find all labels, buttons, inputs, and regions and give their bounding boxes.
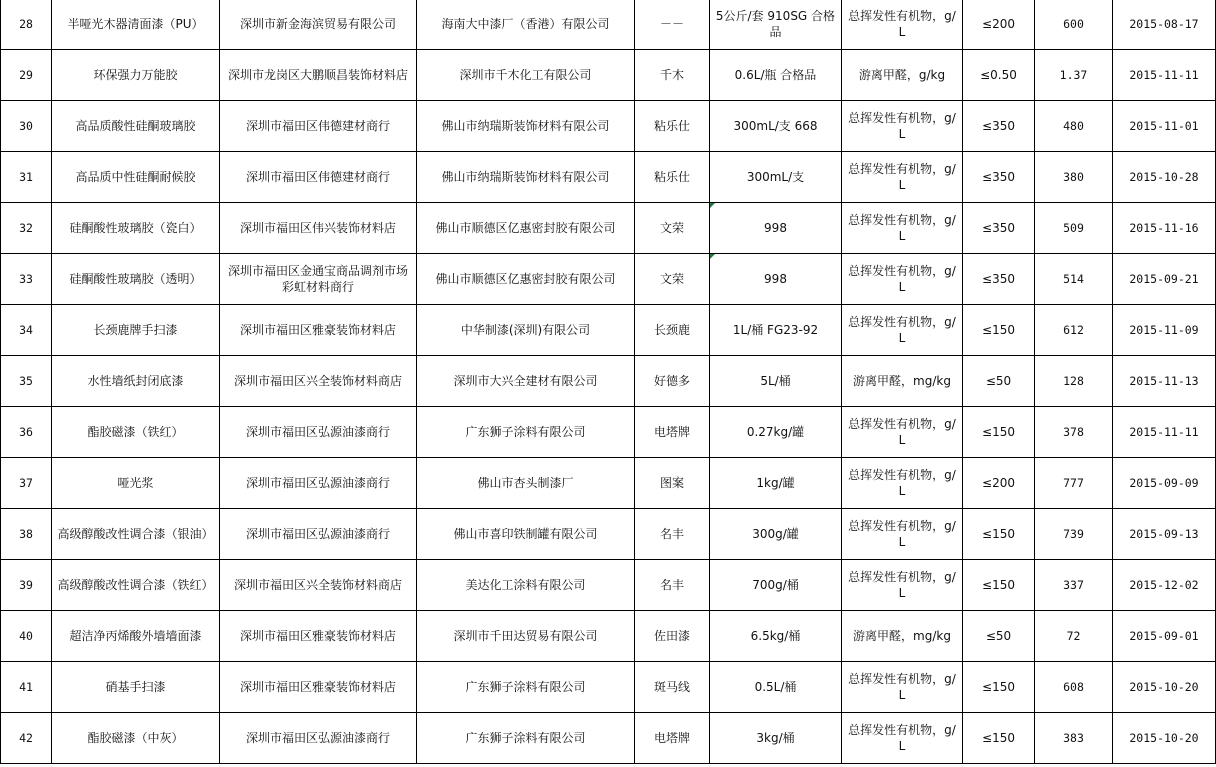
production-date-cell[interactable]: 2015-10-20 xyxy=(1113,662,1216,713)
row-number-cell[interactable]: 29 xyxy=(1,50,52,101)
table-row[interactable] xyxy=(1,560,1216,611)
product-name-cell[interactable]: 硅酮酸性玻璃胶（透明） xyxy=(52,254,220,305)
production-date-cell[interactable]: 2015-09-09 xyxy=(1113,458,1216,509)
spec-cell[interactable]: 0.5L/桶 xyxy=(710,662,842,713)
seller-cell[interactable]: 深圳市龙岗区大鹏顺昌装饰材料店 xyxy=(220,50,417,101)
measured-value-cell[interactable]: 383 xyxy=(1035,713,1113,764)
table-row[interactable] xyxy=(1,458,1216,509)
brand-cell[interactable]: 佐田漆 xyxy=(635,611,710,662)
test-item-cell[interactable]: 总挥发性有机物，g/L xyxy=(842,713,963,764)
row-number-cell[interactable]: 38 xyxy=(1,509,52,560)
brand-cell[interactable]: 粘乐仕 xyxy=(635,101,710,152)
table-row[interactable] xyxy=(1,713,1216,764)
row-number-cell[interactable]: 37 xyxy=(1,458,52,509)
product-name-cell[interactable]: 水性墙纸封闭底漆 xyxy=(52,356,220,407)
brand-cell[interactable]: 名丰 xyxy=(635,560,710,611)
measured-value-cell[interactable]: 777 xyxy=(1035,458,1113,509)
seller-cell[interactable]: 深圳市福田区雅豪装饰材料店 xyxy=(220,305,417,356)
production-date-cell[interactable]: 2015-11-13 xyxy=(1113,356,1216,407)
production-date-cell[interactable]: 2015-12-02 xyxy=(1113,560,1216,611)
test-item-cell[interactable]: 游离甲醛，mg/kg xyxy=(842,356,963,407)
manufacturer-cell[interactable]: 佛山市纳瑞斯装饰材料有限公司 xyxy=(417,101,635,152)
table-row[interactable] xyxy=(1,0,1216,50)
test-item-cell[interactable]: 总挥发性有机物，g/L xyxy=(842,254,963,305)
seller-cell[interactable]: 深圳市福田区伟兴装饰材料店 xyxy=(220,203,417,254)
spec-cell[interactable]: 0.6L/瓶 合格品 xyxy=(710,50,842,101)
seller-cell[interactable]: 深圳市福田区弘源油漆商行 xyxy=(220,509,417,560)
spec-cell[interactable]: 998 xyxy=(710,254,842,305)
product-name-cell[interactable]: 高品质酸性硅酮玻璃胶 xyxy=(52,101,220,152)
brand-cell[interactable]: 文荣 xyxy=(635,203,710,254)
manufacturer-cell[interactable]: 佛山市顺德区亿惠密封胶有限公司 xyxy=(417,203,635,254)
seller-cell[interactable]: 深圳市福田区兴全装饰材料商店 xyxy=(220,356,417,407)
production-date-cell[interactable]: 2015-11-01 xyxy=(1113,101,1216,152)
brand-cell[interactable]: 好德多 xyxy=(635,356,710,407)
row-number-cell[interactable]: 28 xyxy=(1,0,52,50)
spec-cell[interactable]: 300mL/支 668 xyxy=(710,101,842,152)
production-date-cell[interactable]: 2015-11-11 xyxy=(1113,407,1216,458)
row-number-cell[interactable]: 34 xyxy=(1,305,52,356)
product-name-cell[interactable]: 高级醇酸改性调合漆（铁红） xyxy=(52,560,220,611)
test-item-cell[interactable]: 游离甲醛，mg/kg xyxy=(842,611,963,662)
test-item-cell[interactable]: 总挥发性有机物，g/L xyxy=(842,203,963,254)
measured-value-cell[interactable]: 600 xyxy=(1035,0,1113,50)
test-item-cell[interactable]: 总挥发性有机物，g/L xyxy=(842,0,963,50)
spec-cell[interactable]: 6.5kg/桶 xyxy=(710,611,842,662)
manufacturer-cell[interactable]: 美达化工涂料有限公司 xyxy=(417,560,635,611)
brand-cell[interactable]: 千木 xyxy=(635,50,710,101)
measured-value-cell[interactable]: 72 xyxy=(1035,611,1113,662)
table-row[interactable] xyxy=(1,356,1216,407)
production-date-cell[interactable]: 2015-11-11 xyxy=(1113,50,1216,101)
table-row[interactable] xyxy=(1,152,1216,203)
product-name-cell[interactable]: 长颈鹿牌手扫漆 xyxy=(52,305,220,356)
production-date-cell[interactable]: 2015-11-09 xyxy=(1113,305,1216,356)
row-number-cell[interactable]: 32 xyxy=(1,203,52,254)
product-name-cell[interactable]: 硅酮酸性玻璃胶（瓷白） xyxy=(52,203,220,254)
manufacturer-cell[interactable]: 海南大中漆厂（香港）有限公司 xyxy=(417,0,635,50)
test-item-cell[interactable]: 总挥发性有机物，g/L xyxy=(842,407,963,458)
standard-limit-cell[interactable]: ≤350 xyxy=(963,203,1035,254)
measured-value-cell[interactable]: 1.37 xyxy=(1035,50,1113,101)
seller-cell[interactable]: 深圳市福田区弘源油漆商行 xyxy=(220,458,417,509)
brand-cell[interactable]: 斑马线 xyxy=(635,662,710,713)
standard-limit-cell[interactable]: ≤150 xyxy=(963,560,1035,611)
product-name-cell[interactable]: 哑光浆 xyxy=(52,458,220,509)
production-date-cell[interactable]: 2015-08-17 xyxy=(1113,0,1216,50)
standard-limit-cell[interactable]: ≤150 xyxy=(963,662,1035,713)
spec-cell[interactable]: 998 xyxy=(710,203,842,254)
table-body xyxy=(1,0,1216,764)
measured-value-cell[interactable]: 608 xyxy=(1035,662,1113,713)
row-number-cell[interactable]: 30 xyxy=(1,101,52,152)
manufacturer-cell[interactable]: 深圳市千木化工有限公司 xyxy=(417,50,635,101)
test-item-cell[interactable]: 总挥发性有机物，g/L xyxy=(842,458,963,509)
seller-cell[interactable]: 深圳市福田区伟德建材商行 xyxy=(220,101,417,152)
seller-cell[interactable]: 深圳市福田区弘源油漆商行 xyxy=(220,713,417,764)
manufacturer-cell[interactable]: 佛山市喜印铁制罐有限公司 xyxy=(417,509,635,560)
manufacturer-cell[interactable]: 广东狮子涂料有限公司 xyxy=(417,407,635,458)
spec-cell[interactable]: 700g/桶 xyxy=(710,560,842,611)
row-number-cell[interactable]: 42 xyxy=(1,713,52,764)
seller-cell[interactable]: 深圳市福田区雅豪装饰材料店 xyxy=(220,611,417,662)
measured-value-cell[interactable]: 380 xyxy=(1035,152,1113,203)
standard-limit-cell[interactable]: ≤200 xyxy=(963,0,1035,50)
manufacturer-cell[interactable]: 深圳市千田达贸易有限公司 xyxy=(417,611,635,662)
seller-cell[interactable]: 深圳市福田区雅豪装饰材料店 xyxy=(220,662,417,713)
standard-limit-cell[interactable]: ≤50 xyxy=(963,356,1035,407)
production-date-cell[interactable]: 2015-09-01 xyxy=(1113,611,1216,662)
measured-value-cell[interactable]: 739 xyxy=(1035,509,1113,560)
table-row[interactable] xyxy=(1,101,1216,152)
test-item-cell[interactable]: 总挥发性有机物，g/L xyxy=(842,560,963,611)
brand-cell[interactable]: 图案 xyxy=(635,458,710,509)
test-item-cell[interactable]: 总挥发性有机物，g/L xyxy=(842,509,963,560)
brand-cell[interactable]: 电塔牌 xyxy=(635,407,710,458)
row-number-cell[interactable]: 33 xyxy=(1,254,52,305)
test-item-cell[interactable]: 游离甲醛，g/kg xyxy=(842,50,963,101)
brand-cell[interactable]: 文荣 xyxy=(635,254,710,305)
seller-cell[interactable]: 深圳市福田区兴全装饰材料商店 xyxy=(220,560,417,611)
row-number-cell[interactable]: 40 xyxy=(1,611,52,662)
measured-value-cell[interactable]: 514 xyxy=(1035,254,1113,305)
standard-limit-cell[interactable]: ≤0.50 xyxy=(963,50,1035,101)
seller-cell[interactable]: 深圳市福田区金通宝商品调剂市场彩虹材料商行 xyxy=(220,254,417,305)
row-number-cell[interactable]: 39 xyxy=(1,560,52,611)
measured-value-cell[interactable]: 509 xyxy=(1035,203,1113,254)
product-name-cell[interactable]: 酯胶磁漆（中灰） xyxy=(52,713,220,764)
manufacturer-cell[interactable]: 广东狮子涂料有限公司 xyxy=(417,662,635,713)
standard-limit-cell[interactable]: ≤150 xyxy=(963,305,1035,356)
table-row[interactable] xyxy=(1,509,1216,560)
product-name-cell[interactable]: 超洁净丙烯酸外墙墙面漆 xyxy=(52,611,220,662)
brand-cell[interactable]: 名丰 xyxy=(635,509,710,560)
manufacturer-cell[interactable]: 佛山市顺德区亿惠密封胶有限公司 xyxy=(417,254,635,305)
spec-cell[interactable]: 5公斤/套 910SG 合格品 xyxy=(710,0,842,50)
standard-limit-cell[interactable]: ≤350 xyxy=(963,101,1035,152)
table-row[interactable] xyxy=(1,203,1216,254)
row-number-cell[interactable]: 35 xyxy=(1,356,52,407)
measured-value-cell[interactable]: 378 xyxy=(1035,407,1113,458)
production-date-cell[interactable]: 2015-09-13 xyxy=(1113,509,1216,560)
spec-cell[interactable]: 300mL/支 xyxy=(710,152,842,203)
standard-limit-cell[interactable]: ≤150 xyxy=(963,407,1035,458)
spec-cell[interactable]: 5L/桶 xyxy=(710,356,842,407)
product-name-cell[interactable]: 高级醇酸改性调合漆（银油） xyxy=(52,509,220,560)
production-date-cell[interactable]: 2015-10-28 xyxy=(1113,152,1216,203)
production-date-cell[interactable]: 2015-11-16 xyxy=(1113,203,1216,254)
brand-cell[interactable]: －－ xyxy=(635,0,710,50)
spec-cell[interactable]: 1kg/罐 xyxy=(710,458,842,509)
standard-limit-cell[interactable]: ≤150 xyxy=(963,509,1035,560)
spec-cell[interactable]: 3kg/桶 xyxy=(710,713,842,764)
test-item-cell[interactable]: 总挥发性有机物，g/L xyxy=(842,152,963,203)
manufacturer-cell[interactable]: 深圳市大兴全建材有限公司 xyxy=(417,356,635,407)
table-row[interactable] xyxy=(1,305,1216,356)
standard-limit-cell[interactable]: ≤350 xyxy=(963,254,1035,305)
production-date-cell[interactable]: 2015-09-21 xyxy=(1113,254,1216,305)
row-number-cell[interactable]: 31 xyxy=(1,152,52,203)
product-name-cell[interactable]: 酯胶磁漆（铁红） xyxy=(52,407,220,458)
brand-cell[interactable]: 长颈鹿 xyxy=(635,305,710,356)
test-item-cell[interactable]: 总挥发性有机物，g/L xyxy=(842,305,963,356)
measured-value-cell[interactable]: 128 xyxy=(1035,356,1113,407)
measured-value-cell[interactable]: 480 xyxy=(1035,101,1113,152)
test-item-cell[interactable]: 总挥发性有机物，g/L xyxy=(842,101,963,152)
spec-cell[interactable]: 300g/罐 xyxy=(710,509,842,560)
product-name-cell[interactable]: 环保强力万能胶 xyxy=(52,50,220,101)
brand-cell[interactable]: 电塔牌 xyxy=(635,713,710,764)
manufacturer-cell[interactable]: 中华制漆(深圳)有限公司 xyxy=(417,305,635,356)
seller-cell[interactable]: 深圳市福田区伟德建材商行 xyxy=(220,152,417,203)
table-row[interactable] xyxy=(1,611,1216,662)
measured-value-cell[interactable]: 337 xyxy=(1035,560,1113,611)
table-row[interactable] xyxy=(1,254,1216,305)
production-date-cell[interactable]: 2015-10-20 xyxy=(1113,713,1216,764)
manufacturer-cell[interactable]: 佛山市纳瑞斯装饰材料有限公司 xyxy=(417,152,635,203)
standard-limit-cell[interactable]: ≤200 xyxy=(963,458,1035,509)
product-name-cell[interactable]: 高品质中性硅酮耐候胶 xyxy=(52,152,220,203)
test-item-cell[interactable]: 总挥发性有机物，g/L xyxy=(842,662,963,713)
standard-limit-cell[interactable]: ≤150 xyxy=(963,713,1035,764)
measured-value-cell[interactable]: 612 xyxy=(1035,305,1113,356)
row-number-cell[interactable]: 36 xyxy=(1,407,52,458)
spec-cell[interactable]: 1L/桶 FG23-92 xyxy=(710,305,842,356)
brand-cell[interactable]: 粘乐仕 xyxy=(635,152,710,203)
table-row[interactable] xyxy=(1,50,1216,101)
standard-limit-cell[interactable]: ≤50 xyxy=(963,611,1035,662)
product-name-cell[interactable]: 半哑光木器清面漆（PU） xyxy=(52,0,220,50)
seller-cell[interactable]: 深圳市新金海滨贸易有限公司 xyxy=(220,0,417,50)
table-row[interactable] xyxy=(1,662,1216,713)
table-row[interactable] xyxy=(1,407,1216,458)
manufacturer-cell[interactable]: 广东狮子涂料有限公司 xyxy=(417,713,635,764)
standard-limit-cell[interactable]: ≤350 xyxy=(963,152,1035,203)
row-number-cell[interactable]: 41 xyxy=(1,662,52,713)
manufacturer-cell[interactable]: 佛山市杏头制漆厂 xyxy=(417,458,635,509)
spec-cell[interactable]: 0.27kg/罐 xyxy=(710,407,842,458)
seller-cell[interactable]: 深圳市福田区弘源油漆商行 xyxy=(220,407,417,458)
product-name-cell[interactable]: 硝基手扫漆 xyxy=(52,662,220,713)
